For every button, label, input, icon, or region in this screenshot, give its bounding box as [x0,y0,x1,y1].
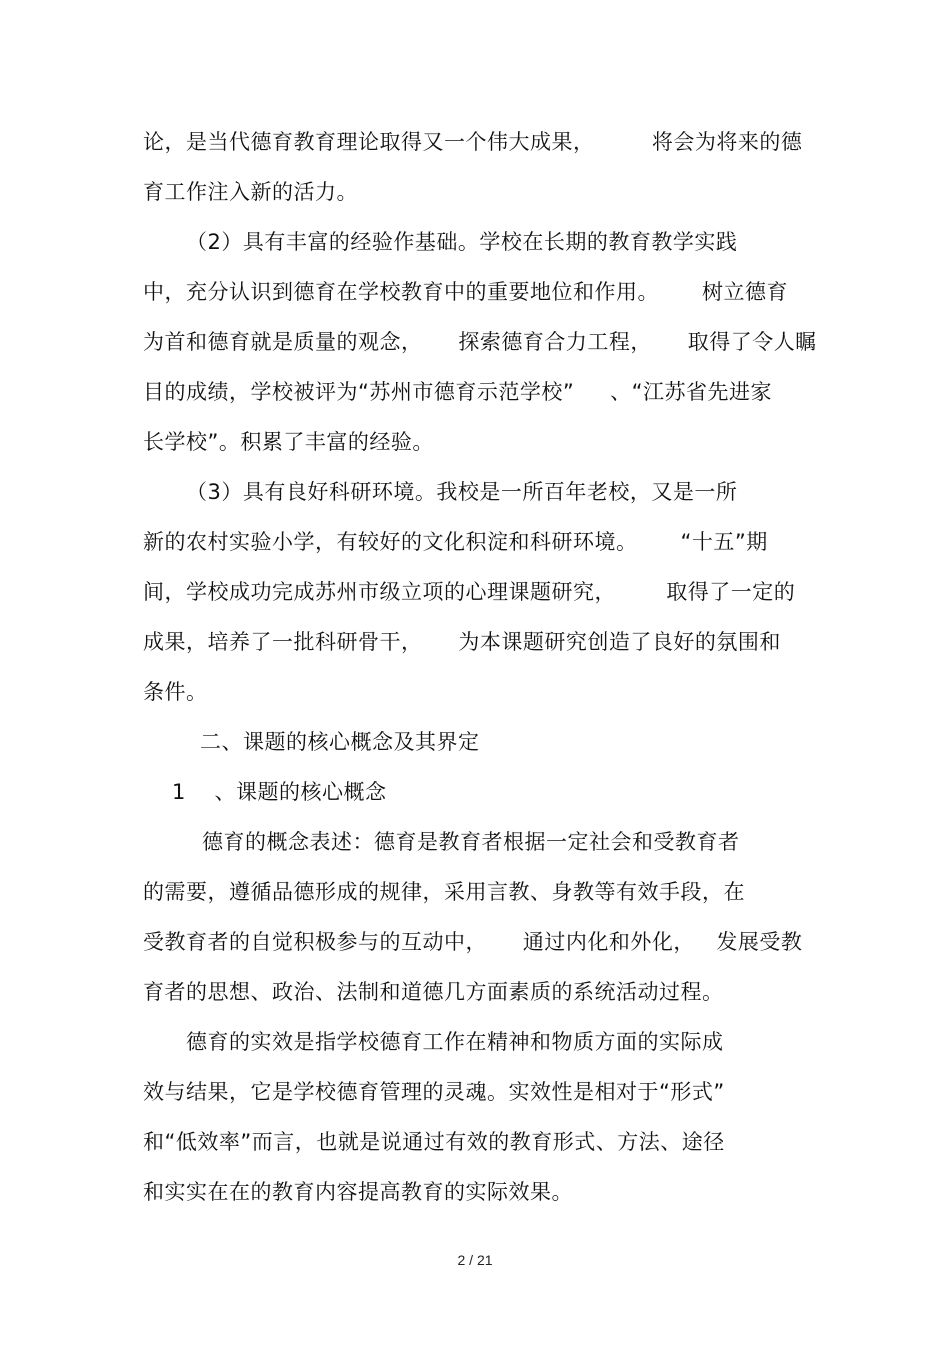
text-line: 和“低效率”而言，也就是说通过有效的教育形式、方法、途径 [143,1130,725,1154]
text-line: 为首和德育就是质量的观念， 探索德育合力工程， 取得了令人瞩 [143,330,817,354]
text-line: 新的农村实验小学，有较好的文化积淀和科研环境。 “十五”期 [143,530,768,554]
text-line: 受教育者的自觉积极参与的互动中， 通过内化和外化， 发展受教 [143,930,803,954]
text-line: 的需要，遵循品德形成的规律，采用言教、身教等有效手段，在 [143,880,745,904]
text-line: 育工作注入新的活力。 [143,180,358,204]
text-line: 德育的实效是指学校德育工作在精神和物质方面的实际成 [186,1030,724,1054]
text-line: 育者的思想、政治、法制和道德几方面素质的系统活动过程。 [143,980,724,1004]
text-line: 中，充分认识到德育在学校教育中的重要地位和作用。 树立德育 [143,280,789,304]
text-line: （3）具有良好科研环境。我校是一所百年老校，又是一所 [186,480,738,504]
section-heading: 二、课题的核心概念及其界定 [200,730,480,754]
text-line: 条件。 [143,680,208,704]
text-line: 长学校”。积累了丰富的经验。 [143,430,434,454]
text-line: （2）具有丰富的经验作基础。学校在长期的教育教学实践 [186,230,738,254]
text-line: 间，学校成功完成苏州市级立项的心理课题研究， 取得了一定的 [143,580,796,604]
text-line: 成果，培养了一批科研骨干， 为本课题研究创造了良好的氛围和 [143,630,781,654]
subsection-heading: 1 、课题的核心概念 [172,780,387,804]
text-line: 论，是当代德育教育理论取得又一个伟大成果， 将会为将来的德 [143,130,803,154]
text-line: 和实实在在的教育内容提高教育的实际效果。 [143,1180,573,1204]
text-line: 目的成绩，学校被评为“苏州市德育示范学校” 、“江苏省先进家 [143,380,773,404]
page-number: 2 / 21 [457,1252,493,1268]
text-line: 德育的概念表述：德育是教育者根据一定社会和受教育者 [202,830,740,854]
text-line: 效与结果，它是学校德育管理的灵魂。实效性是相对于“形式” [143,1080,725,1104]
